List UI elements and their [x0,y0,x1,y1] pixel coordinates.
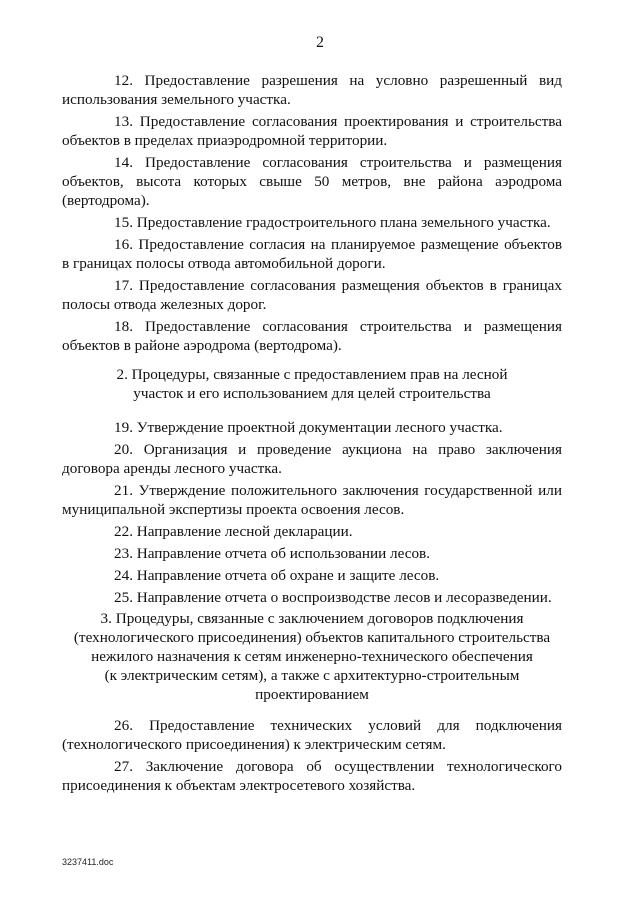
list-item: 18. Предоставление согласования строительства и размещения объектов в районе аэродрома (вертодрома). [62,318,562,354]
list-item: 24. Направление отчета об охране и защите лесов. [114,567,440,584]
list-item: 22. Направление лесной декларации. [114,523,353,540]
list-item: 12. Предоставление разрешения на условно разрешенный вид использования земельного участка. [62,72,562,108]
list-item: 17. Предоставление согласования размещения объектов в границах полосы отвода железных дорог. [62,277,562,313]
heading-line: участок и его использованием для целей строительства [133,385,491,402]
list-group-3 [62,716,562,795]
list-item: 25. Направление отчета о воспроизводстве лесов и лесоразведении. [114,589,552,606]
heading-line: 3. Процедуры, связанные с заключением договоров подключения [100,610,524,627]
heading-line: проектированием [255,686,369,703]
section-3-heading [62,609,562,704]
list-item: 21. Утверждение положительного заключения государственной или муниципальной экспертизы проекта освоения лесов. [62,482,562,518]
heading-line: 2. Процедуры, связанные с предоставлением прав на лесной [116,366,508,383]
list-item: 15. Предоставление градостроительного плана земельного участка. [114,214,551,231]
page-number: 2 [316,34,324,51]
list-item: 26. Предоставление технических условий для подключения (технологического присоединения) к электрическим сетям. [62,717,562,753]
heading-line: нежилого назначения к сетям инженерно-технического обеспечения [91,648,533,665]
list-item: 14. Предоставление согласования строительства и размещения объектов, высота которых свыше 50 метров, вне района аэродрома (вертодрома). [62,154,562,209]
list-group-2 [62,418,562,607]
list-item: 19. Утверждение проектной документации лесного участка. [114,419,503,436]
list-item: 20. Организация и проведение аукциона на право заключения договора аренды лесного участка. [62,441,562,477]
file-name-footer: 3237411.doc [62,857,114,867]
list-item: 13. Предоставление согласования проектирования и строительства объектов в пределах приаэродромной территории. [62,113,562,149]
list-item: 16. Предоставление согласия на планируемое размещение объектов в границах полосы отвода автомобильной дороги. [62,236,562,272]
heading-line: (к электрическим сетям), а также с архитектурно-строительным [104,667,520,684]
list-group-1 [62,71,562,355]
list-item: 27. Заключение договора об осуществлении технологического присоединения к объектам электросетевого хозяйства. [62,758,562,794]
heading-line: (технологического присоединения) объектов капитального строительства [73,629,551,646]
list-item: 23. Направление отчета об использовании лесов. [114,545,431,562]
section-2-heading [62,365,562,403]
